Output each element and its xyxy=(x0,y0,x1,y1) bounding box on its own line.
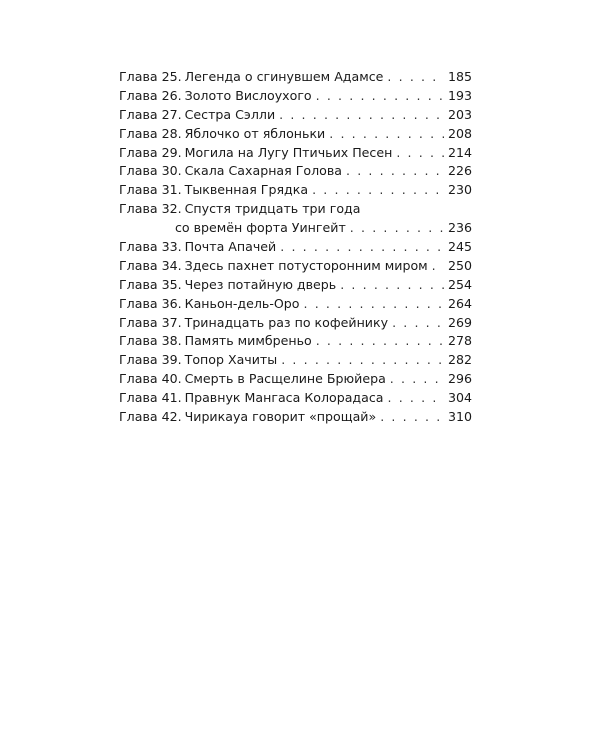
page-number: 304 xyxy=(447,390,472,406)
dot-leader xyxy=(312,181,444,200)
toc-entry-chapter-27 xyxy=(119,106,472,125)
page-number: 185 xyxy=(447,69,472,84)
dot-leader xyxy=(396,144,444,163)
toc-entry-chapter-35 xyxy=(119,276,472,295)
page-number: 282 xyxy=(447,352,472,368)
page-number: 310 xyxy=(447,409,472,425)
page-number: 296 xyxy=(447,371,472,387)
toc-entry-chapter-36 xyxy=(119,295,472,314)
chapter-title: Тыквенная Грядка xyxy=(184,182,309,198)
page-number: 214 xyxy=(447,144,472,160)
toc-entry-chapter-42 xyxy=(119,408,472,427)
toc-entry-chapter-29 xyxy=(119,144,472,163)
page-number: 254 xyxy=(447,276,472,292)
page-number: 250 xyxy=(447,257,472,273)
chapter-title: Память мимбреньо xyxy=(184,333,312,349)
chapter-label: Глава 41. xyxy=(119,390,182,406)
page-number: 208 xyxy=(447,125,472,141)
toc-entry-row xyxy=(119,87,472,106)
toc-entry-chapter-26 xyxy=(119,87,472,106)
dot-leader xyxy=(350,219,444,238)
chapter-title: Золото Вислоухого xyxy=(184,87,312,103)
chapter-title: Смерть в Расщелине Брюйера xyxy=(184,371,386,387)
chapter-label: Глава 25. xyxy=(119,69,182,84)
toc-entry-row-continuation xyxy=(119,219,472,238)
toc-entry-chapter-32 xyxy=(119,200,472,238)
toc-entry-chapter-34 xyxy=(119,257,472,276)
chapter-title: Легенда о сгинувшем Адамсе xyxy=(184,69,384,84)
chapter-label: Глава 40. xyxy=(119,371,182,387)
toc-entry-row xyxy=(119,68,472,87)
page-number: 236 xyxy=(447,220,472,236)
toc-entry-row xyxy=(119,351,472,370)
chapter-label: Глава 35. xyxy=(119,276,182,292)
toc-entry-row xyxy=(119,408,472,427)
toc-entry-chapter-40 xyxy=(119,370,472,389)
toc-entry-chapter-41 xyxy=(119,389,472,408)
toc-entry-row xyxy=(119,370,472,389)
dot-leader xyxy=(380,408,444,427)
chapter-label: Глава 26. xyxy=(119,87,182,103)
chapter-label: Глава 30. xyxy=(119,163,182,179)
chapter-title: Могила на Лугу Птичьих Песен xyxy=(184,144,393,160)
chapter-title: Здесь пахнет потусторонним миром xyxy=(184,257,428,273)
dot-leader xyxy=(316,332,444,351)
toc-entry-chapter-28 xyxy=(119,125,472,144)
dot-leader xyxy=(316,87,444,106)
chapter-title: Тринадцать раз по кофейнику xyxy=(184,314,389,330)
toc-entry-row xyxy=(119,238,472,257)
chapter-title: Спустя тридцать три года xyxy=(184,201,361,217)
page-number: 269 xyxy=(447,314,472,330)
dot-leader xyxy=(304,295,444,314)
chapter-label: Глава 27. xyxy=(119,106,182,122)
chapter-title: Каньон-дель-Оро xyxy=(184,295,300,311)
dot-leader xyxy=(279,106,444,125)
chapter-title: Сестра Сэлли xyxy=(184,106,276,122)
page-number: 245 xyxy=(447,239,472,255)
toc-entry-row xyxy=(119,276,472,295)
dot-leader xyxy=(432,257,444,276)
dot-leader xyxy=(340,276,444,295)
dot-leader xyxy=(392,314,444,333)
toc-entry-chapter-39 xyxy=(119,351,472,370)
chapter-title: Чирикауа говорит «прощай» xyxy=(184,409,377,425)
chapter-label: Глава 32. xyxy=(119,201,182,217)
toc-entry-chapter-31 xyxy=(119,181,472,200)
toc-entry-chapter-38 xyxy=(119,332,472,351)
dot-leader xyxy=(387,68,444,87)
chapter-title: Через потайную дверь xyxy=(184,276,337,292)
toc-entry-row xyxy=(119,332,472,351)
chapter-label: Глава 31. xyxy=(119,182,182,198)
chapter-label: Глава 28. xyxy=(119,125,182,141)
chapter-label: Глава 39. xyxy=(119,352,182,368)
toc-entry-row xyxy=(119,257,472,276)
toc-entry-row xyxy=(119,125,472,144)
dot-leader xyxy=(388,389,444,408)
toc-entry-row xyxy=(119,389,472,408)
page-number: 264 xyxy=(447,295,472,311)
table-of-contents xyxy=(119,68,472,427)
toc-entry-chapter-33 xyxy=(119,238,472,257)
chapter-label: Глава 37. xyxy=(119,314,182,330)
dot-leader xyxy=(280,238,444,257)
dot-leader xyxy=(281,351,444,370)
chapter-title: Почта Апачей xyxy=(184,239,277,255)
toc-entry-row xyxy=(119,181,472,200)
toc-entry-row xyxy=(119,314,472,333)
chapter-title: Скала Сахарная Голова xyxy=(184,163,342,179)
dot-leader xyxy=(390,370,444,389)
page-number: 226 xyxy=(447,163,472,179)
page-number: 193 xyxy=(447,87,472,103)
toc-entry-row xyxy=(119,295,472,314)
page-number: 278 xyxy=(447,333,472,349)
chapter-label: Глава 34. xyxy=(119,257,182,273)
chapter-title: Правнук Мангаса Колорадаса xyxy=(184,390,384,406)
chapter-label: Глава 42. xyxy=(119,409,182,425)
chapter-title: Яблочко от яблоньки xyxy=(184,125,326,141)
chapter-label: Глава 29. xyxy=(119,144,182,160)
toc-entry-row xyxy=(119,106,472,125)
chapter-title: Топор Хачиты xyxy=(184,352,278,368)
chapter-title-continuation: со времён форта Уингейт xyxy=(175,220,346,236)
chapter-label: Глава 33. xyxy=(119,239,182,255)
toc-entry-row xyxy=(119,200,472,219)
page-number: 203 xyxy=(447,106,472,122)
page-number: 230 xyxy=(447,182,472,198)
chapter-label: Глава 36. xyxy=(119,295,182,311)
toc-entry-chapter-30 xyxy=(119,162,472,181)
chapter-label: Глава 38. xyxy=(119,333,182,349)
toc-entry-chapter-37 xyxy=(119,314,472,333)
toc-entry-row xyxy=(119,162,472,181)
dot-leader xyxy=(346,162,444,181)
toc-entry-chapter-25 xyxy=(119,68,472,87)
toc-entry-row xyxy=(119,144,472,163)
dot-leader xyxy=(329,125,444,144)
